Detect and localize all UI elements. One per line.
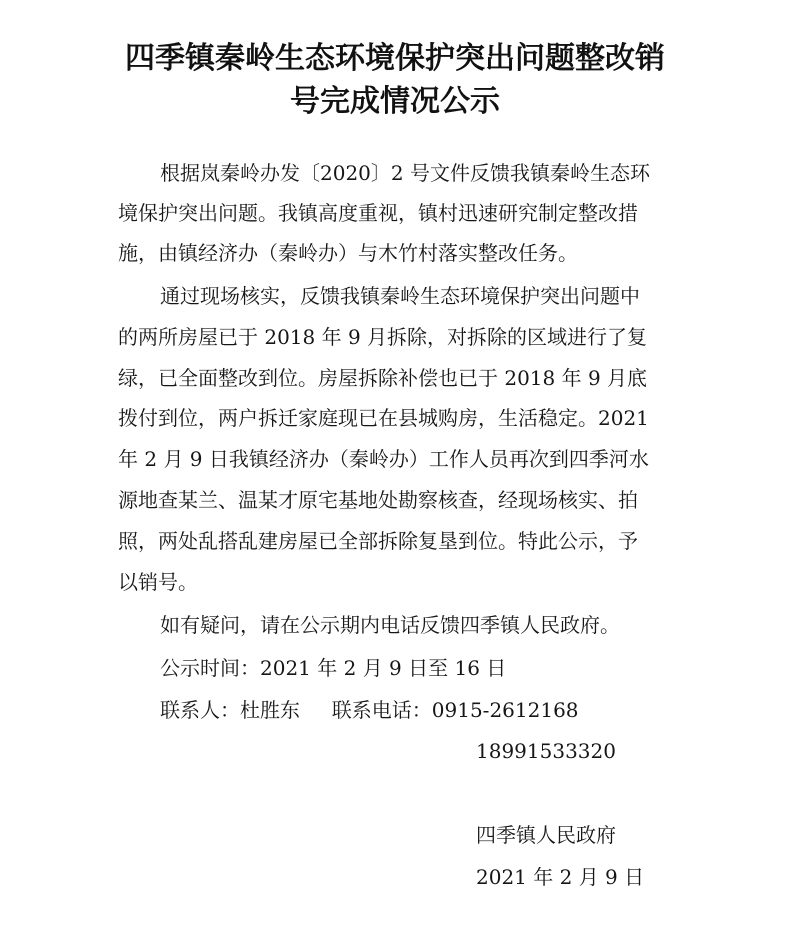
paragraph-2-line-2: 的两所房屋已于 2018 年 9 月拆除，对拆除的区域进行了复 — [118, 325, 648, 349]
document-title-line-1: 四季镇秦岭生态环境保护突出问题整改销 — [125, 41, 665, 76]
signature-organization: 四季镇人民政府 — [476, 823, 616, 847]
paragraph-2-line-3: 绿，已全面整改到位。房屋拆除补偿也已于 2018 年 9 月底 — [118, 366, 648, 390]
paragraph-2-line-4: 拨付到位，两户拆迁家庭现已在县城购房，生活稳定。2021 — [118, 406, 649, 430]
document-title-line-2: 号完成情况公示 — [290, 84, 500, 119]
paragraph-2-line-1: 通过现场核实，反馈我镇秦岭生态环境保护突出问题中 — [160, 284, 640, 308]
publicity-period: 公示时间：2021 年 2 月 9 日至 16 日 — [160, 656, 507, 680]
paragraph-2-line-7: 照，两处乱搭乱建房屋已全部拆除复垦到位。特此公示，予 — [118, 529, 638, 553]
paragraph-2-line-8: 以销号。 — [118, 570, 198, 594]
inquiry-text: 如有疑问，请在公示期内电话反馈四季镇人民政府。 — [160, 613, 620, 637]
paragraph-2-line-6: 源地查某兰、温某才原宅基地处勘察核查，经现场核实、拍 — [118, 488, 638, 512]
paragraph-1-line-1: 根据岚秦岭办发〔2020〕2 号文件反馈我镇秦岭生态环 — [160, 161, 650, 185]
contact-phone-2: 18991533320 — [476, 739, 616, 763]
paragraph-2-line-5: 年 2 月 9 日我镇经济办（秦岭办）工作人员再次到四季河水 — [118, 447, 649, 471]
contact-line: 联系人：杜胜东 联系电话：0915-2612168 — [160, 698, 579, 722]
paragraph-1-line-3: 施，由镇经济办（秦岭办）与木竹村落实整改任务。 — [118, 241, 578, 265]
paragraph-1-line-2: 境保护突出问题。我镇高度重视，镇村迅速研究制定整改措 — [118, 201, 638, 225]
signature-date: 2021 年 2 月 9 日 — [476, 865, 645, 889]
